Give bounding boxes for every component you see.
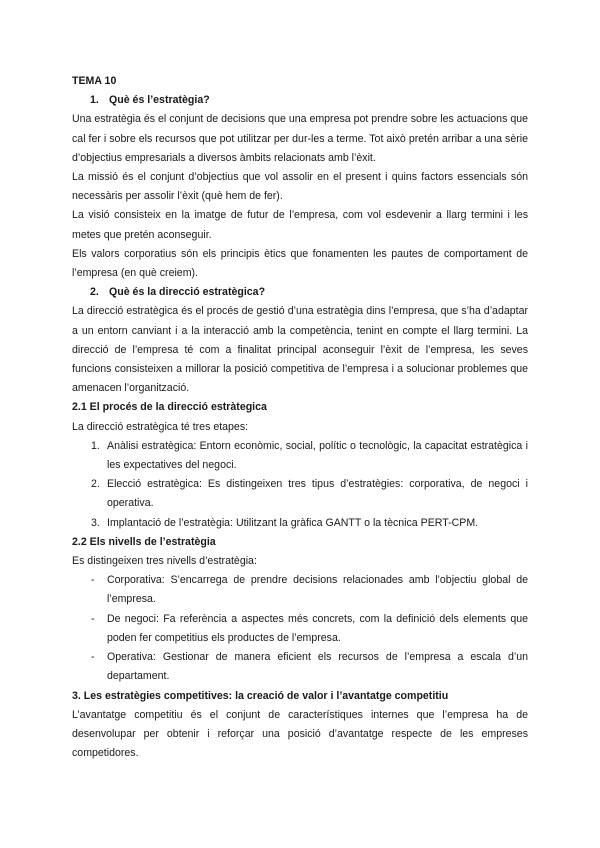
section-2-paragraph: La direcció estratègica és el procés de gestió d’una estratègia dins l’empresa, que s’ha d’adaptar a un entorn canviant i a la interacció amb la competència, tenint en compte el llarg termini. La direcció de l’empresa té com a finalitat principal aconseguir l’èxit de l’empresa, les seves funcions consisteixen a millorar la posició competitiva de l’empresa i a solucionar problemes que amenacen l’organització.: [72, 305, 528, 395]
list-marker: -: [91, 612, 95, 625]
document-page: [72, 66, 528, 763]
section-2-1-intro: La direcció estratègica té tres etapes:: [72, 420, 249, 433]
strategy-levels-list: [72, 571, 528, 686]
list-item: [72, 648, 528, 686]
list-item: [72, 437, 528, 475]
section-1-heading-text: Què és l’estratègia?: [109, 94, 210, 107]
section-1-paragraph: La visió consisteix en la imatge de futur de l’empresa, com vol esdevenir a llarg termini i les metes que pretén aconseguir.: [72, 209, 528, 241]
list-item-text: Operativa: Gestionar de manera eficient els recursos de l’empresa a escala d’un departament.: [107, 651, 528, 683]
section-1-paragraph: Els valors corporatius són els principis ètics que fonamenten les pautes de comportament de l’empresa (en què creiem).: [72, 247, 528, 280]
document-title: TEMA 10: [72, 75, 117, 87]
list-item: [72, 475, 528, 513]
section-2-number: 2.: [90, 286, 99, 299]
section-3-heading: 3. Les estratègies competitives: la creació de valor i l’avantatge competitiu: [72, 689, 449, 702]
section-2-1-heading: 2.1 El procés de la direcció estràtegica: [72, 401, 267, 414]
list-marker: -: [91, 651, 95, 664]
section-3-paragraph: L’avantatge competitiu és el conjunt de característiques internes que l’empresa ha de desenvolupar per obtenir i reforçar una posició d’avantatge respecte de les empreses competidores.: [72, 708, 528, 760]
list-item: [72, 571, 528, 609]
section-2-heading: [72, 283, 528, 302]
list-marker: 2.: [91, 478, 100, 491]
section-1-heading: [72, 91, 528, 110]
list-marker: 1.: [91, 439, 100, 452]
section-2-2-intro: Es distingeixen tres nivells d’estratègia:: [72, 555, 257, 568]
section-2-heading-text: Què és la direcció estratègica?: [109, 286, 266, 299]
list-item-text: De negoci: Fa referència a aspectes més concrets, com la definició dels elements que poden fer competitius els productes de l’empresa.: [107, 612, 528, 644]
section-1-paragraph: Una estratègia és el conjunt de decisions que una empresa pot prendre sobre les actuacions que cal fer i sobre els recursos que pot utilitzar per dur-les a terme. Tot això pretén arribar a una sèrie d’objectius empresarials a diversos àmbits relacionats amb l’èxit.: [72, 113, 528, 164]
section-1-number: 1.: [90, 94, 99, 107]
section-1-paragraph: La missió és el conjunt d’objectius que vol assolir en el present i quins factors essencials són necessàris per assolir l’èxit (què hem de fer).: [72, 171, 528, 203]
list-item: [72, 610, 528, 648]
list-item-text: Elecció estratègica: Es distingeixen tres tipus d’estratègies: corporativa, de negoci i operativa.: [107, 478, 528, 510]
list-item-text: Anàlisi estratègica: Entorn econòmic, social, polític o tecnològic, la capacitat estratègica i les expectatives del negoci.: [107, 439, 528, 472]
list-marker: -: [91, 574, 95, 587]
process-stages-list: [72, 437, 528, 533]
list-item-text: Implantació de l’estratègia: Utilitzant la gràfica GANTT o la tècnica PERT-CPM.: [107, 516, 479, 529]
section-2-2-heading: 2.2 Els nivells de l’estratègia: [72, 535, 216, 548]
list-marker: 3.: [91, 516, 100, 529]
list-item: [72, 514, 528, 533]
list-item-text: Corporativa: S’encarrega de prendre decisions relacionades amb l’objectiu global de l’empresa.: [107, 574, 528, 606]
